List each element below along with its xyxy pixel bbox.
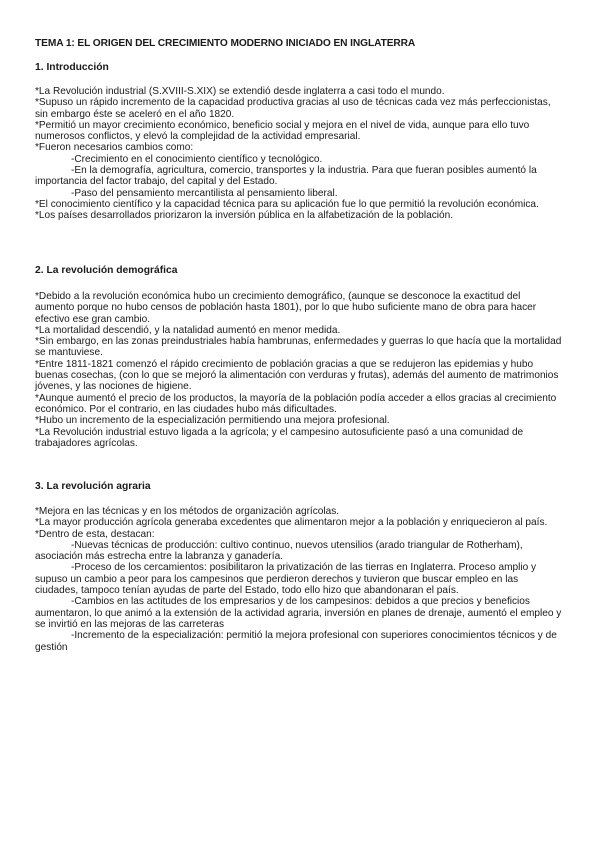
paragraph: *Los países desarrollados priorizaron la inversión pública en la alfabetización de la población. <box>35 210 454 222</box>
list-item: -Proceso de los cercamientos: posibilitaron la privatización de las tierras en Inglaterra. Proceso amplio y supuso un cambio a peor para los campesinos que perdieron derechos y tuvieron que buscar empleo en las ciudades, tampoco tenían ayudas de parte del Estado, todo ello hizo que abandonaran el país. <box>35 562 537 597</box>
paragraph: *La Revolución industrial (S.XVIII-S.XIX) se extendió desde inglaterra a casi todo el mundo. <box>35 86 445 97</box>
list-item: -En la demografía, agricultura, comercio, transportes y la industria. Para que fueran posibles aumentó la importancia del factor trabajo, del capital y del Estado. <box>35 165 537 188</box>
paragraph: *Debido a la revolución económica hubo un crecimiento demográfico, (aunque se desconoce la exactitud del aumento porque no hubo censos de población hasta 1801), por lo que hubo suficiente mano de obra para hacer efectivo ese gran cambio. <box>35 291 537 325</box>
paragraph: *Permitió un mayor crecimiento económico, beneficio social y mejora en el nivel de vida, aunque para ello tuvo numerosos conflictos, y elevó la complejidad de la actividad empresarial. <box>35 119 530 143</box>
paragraph: *Mejora en las técnicas y en los métodos de organización agrícolas. <box>35 506 340 517</box>
list-item: -Crecimiento en el conocimiento científico y tecnológico. <box>71 153 323 165</box>
list-item: -Cambios en las actitudes de los empresarios y de los campesinos: debidos a que precios y beneficios aumentaron, lo que animó a la extensión de la actividad agraria, inversión en planes de drenaje, aumentó el empleo y se invirtió en las mejoras de las carreteras <box>35 596 562 630</box>
paragraph: *Aunque aumentó el precio de los productos, la mayoría de la población podía acceder a ellos gracias al crecimiento económico. Por el contrario, en las ciudades hubo más dificultades. <box>35 392 557 415</box>
paragraph: *Fueron necesarios cambios como: <box>35 142 194 154</box>
paragraph: *La Revolución industrial estuvo ligada a la agrícola; y el campesino autosuficiente pasó a una comunidad de trabajadores agrícolas. <box>35 426 524 449</box>
list-item: -Paso del pensamiento mercantilista al pensamiento liberal. <box>71 187 338 199</box>
section-heading-revolucion-agraria: 3. La revolución agraria <box>35 481 151 492</box>
section-heading-revolucion-demografica: 2. La revolución demográfica <box>35 265 178 276</box>
paragraph: *Supuso un rápido incremento de la capacidad productiva gracias al uso de técnicas cada vez más perfeccionistas, sin embargo éste se aceleró en el año 1820. <box>35 97 551 120</box>
section-body-revolucion-agraria <box>35 506 562 653</box>
document-title: TEMA 1: EL ORIGEN DEL CRECIMIENTO MODERNO INICIADO EN INGLATERRA <box>35 38 416 49</box>
paragraph: *Hubo un incremento de la especialización permitiendo una mejora profesional. <box>35 415 390 427</box>
paragraph: *Entre 1811-1821 comenzó el rápido crecimiento de población gracias a que se redujeron las epidemias y hubo buenas cosechas, (con lo que se mejoró la alimentación con verduras y frutas), además del aumento de matrimonios jóvenes, y las nociones de higiene. <box>35 358 559 393</box>
list-item: -Incremento de la especialización: permitió la mejora profesional con superiores conocimientos técnicos y de gestión <box>35 630 557 653</box>
paragraph: *La mayor producción agrícola generaba excedentes que alimentaron mejor a la población y enriquecieron al país. <box>35 517 548 529</box>
section-body-introduccion <box>35 86 562 222</box>
list-item: -Nuevas técnicas de producción: cultivo continuo, nuevos utensilios (arado triangular de Rotherham), asociación más estrecha entre la labranza y ganadería. <box>35 539 523 563</box>
section-heading-introduccion: 1. Introducción <box>35 62 109 73</box>
paragraph: *Dentro de esta, destacan: <box>35 528 155 540</box>
paragraph: *Sin embargo, en las zonas preindustriales había hambrunas, enfermedades y guerras lo que hacía que la mortalidad se mantuviese. <box>35 336 562 359</box>
paragraph: *La mortalidad descendió, y la natalidad aumentó en menor medida. <box>35 324 341 336</box>
section-body-revolucion-demografica <box>35 291 562 449</box>
paragraph: *El conocimiento científico y la capacidad técnica para su aplicación fue lo que permitió la revolución económica. <box>35 198 539 210</box>
